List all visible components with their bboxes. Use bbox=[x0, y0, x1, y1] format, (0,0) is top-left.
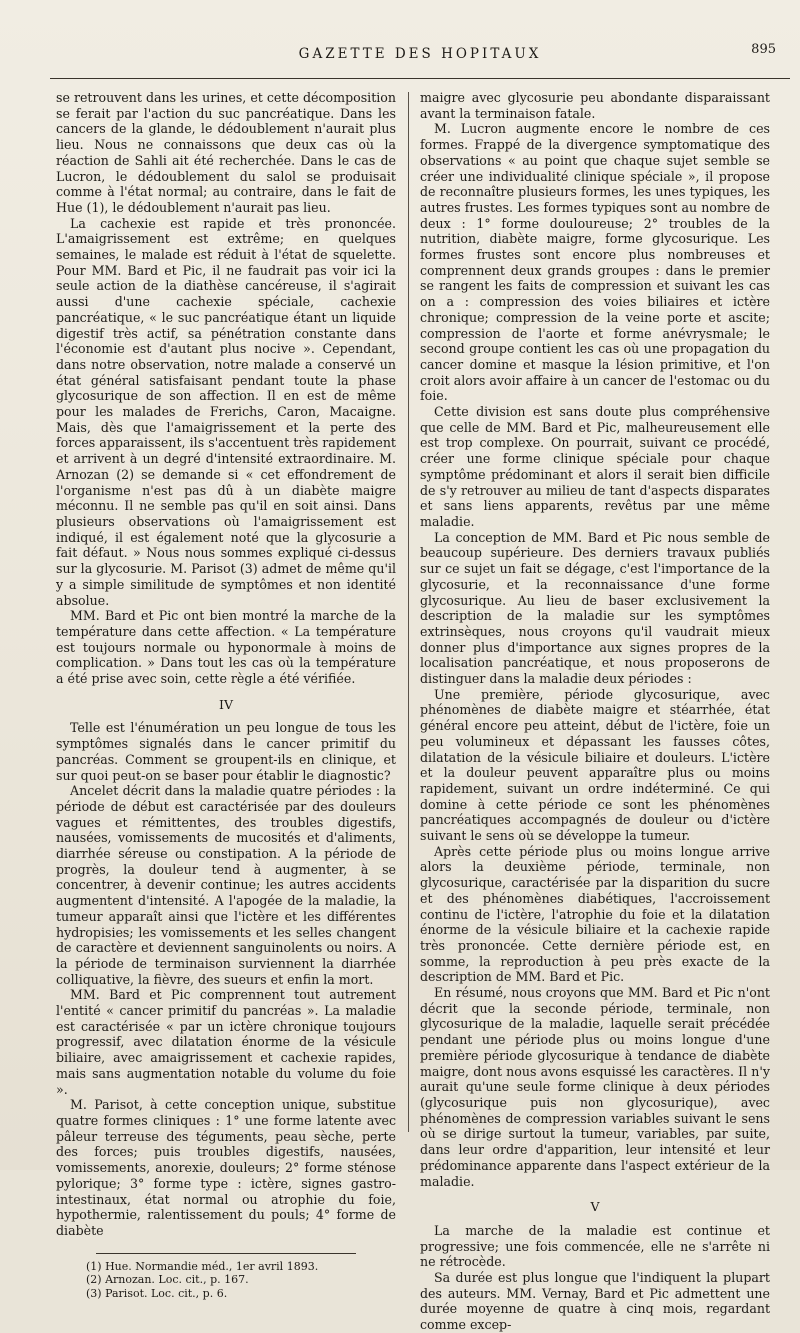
paragraph: Telle est l'énumération un peu longue de tous les symptômes signalés dans le cancer primitif du pancréas. Comment se groupent-ils en clinique, et sur quoi peut-on se baser pour établir le diagnostic? bbox=[56, 720, 396, 783]
paragraph: En résumé, nous croyons que MM. Bard et Pic n'ont décrit que la seconde période, terminale, non glycosurique de la maladie, laquelle serait précédée pendant une période plus ou moins longue d'une première période glycosurique à tendance de diabète maigre, dont nous avons esquissé les caractères. Il n'y aurait qu'une seule forme clinique à deux périodes (glycosurique puis non glycosurique), avec phénomènes de compression variables suivant le sens où se dirige surtout la tumeur, variables, par suite, dans leur ordre d'apparition, leur intensité et leur prédominance apparente dans l'aspect extérieur de la maladie. bbox=[420, 985, 770, 1189]
section-heading-v: V bbox=[590, 1199, 600, 1215]
paragraph: La cachexie est rapide et très prononcée. L'amaigrissement est extrême; en quelques semaines, le malade est réduit à l'état de squelette. Pour MM. Bard et Pic, il ne faudrait pas voir ici la seule action de la diathèse cancéreuse, il s'agirait aussi d'une cachexie spéciale, cachexie pancréatique, « le suc pancréatique étant un liquide digestif très actif, sa pénétration constante dans l'économie est d'autant plus nocive ». Cependant, dans notre observation, notre malade a conservé un état général satisfaisant pendant toute la phase glycosurique de son affection. Il en est de même pour les malades de Frerichs, Caron, Macaigne. Mais, dès que l'amaigrissement et la perte des forces apparaissent, ils s'accentuent très rapidement et arrivent à un degré d'intensité extraordinaire. M. Arnozan (2) se demande si « cet effondrement de l'organisme n'est pas dû à un diabète maigre méconnu. Il ne semble pas qu'il en soit ainsi. Dans plusieurs observations où l'amaigrissement est indiqué, il est également noté que la glycosurie a fait défaut. » Nous nous sommes expliqué ci-dessus sur la glycosurie. M. Parisot (3) admet de même qu'il y a simple similitude de symptômes et non identité absolue. bbox=[56, 215, 396, 608]
paragraph: Ancelet décrit dans la maladie quatre périodes : la période de début est caractérisée par des douleurs vagues et rémittentes, des troubles digestifs, nausées, vomissements de mucosités et d'aliments, diarrhée séreuse ou constipation. A la période de progrès, la douleur tend à augmenter, à se concentrer, à devenir continue; les autres accidents augmentent d'intensité. A l'apogée de la maladie, la tumeur apparaît ainsi que l'ictère et les différentes hydropisies; les vomissements et les selles changent de caractère et deviennent sanguinolents ou noirs. A la période de terminaison surviennent la diarrhée colliquative, la fièvre, des sueurs et enfin la mort. bbox=[56, 783, 396, 987]
paragraph: se retrouvent dans les urines, et cette décomposition se ferait par l'action du suc pancréatique. Dans les cancers de la glande, le dédoublement n'aurait plus lieu. Nous ne connaissons que deux cas où la réaction de Sahli ait été recherchée. Dans le cas de Lucron, le dédoublement du salol se produisait comme à l'état normal; au contraire, dans le fait de Hue (1), le dédoublement n'aurait pas lieu. bbox=[56, 90, 396, 215]
page-number: 895 bbox=[751, 42, 776, 57]
column-divider bbox=[408, 92, 409, 1132]
paragraph: Après cette période plus ou moins longue arrive alors la deuxième période, terminale, non glycosurique, caractérisée par la disparition du sucre et des phénomènes diabétiques, l'accroissement continu de l'ictère, l'atrophie du foie et la dilatation énorme de la vésicule biliaire et la cachexie rapide très prononcée. Cette dernière période est, en somme, la reproduction à peu près exacte de la description de MM. Bard et Pic. bbox=[420, 843, 770, 985]
paragraph: M. Lucron augmente encore le nombre de ces formes. Frappé de la divergence symptomatique des observations « au point que chaque sujet semble se créer une individualité clinique spéciale », il propose de reconnaître plusieurs formes, les unes typiques, les autres frustes. Les formes typiques sont au nombre de deux : 1° forme douloureuse; 2° troubles de la nutrition, diabète maigre, forme glycosurique. Les formes frustes sont encore plus nombreuses et comprennent deux grands groupes : dans le premier se rangent les faits de compression et suivant les cas on a : compression des voies biliaires et ictère chronique; compression de la veine porte et ascite; compression de l'aorte et forme anévrysmale; le second groupe contient les cas où une propagation du cancer domine et masque la lésion primitive, et l'on croit alors avoir affaire à un cancer de l'estomac ou du foie. bbox=[420, 121, 770, 404]
running-title: GAZETTE DES HOPITAUX bbox=[298, 46, 542, 62]
section-heading-iv: IV bbox=[219, 696, 233, 712]
header-rule bbox=[50, 78, 790, 81]
paragraph: Cette division est sans doute plus compréhensive que celle de MM. Bard et Pic, malheureusement elle est trop complexe. On pourrait, suivant ce procédé, créer une forme clinique spéciale pour chaque symptôme prédominant et alors il serait bien difficile de s'y retrouver au milieu de tant d'aspects disparates et sans liens apparents, revêtus par une même maladie. bbox=[420, 404, 770, 529]
paragraph: maigre avec glycosurie peu abondante disparaissant avant la terminaison fatale. bbox=[420, 90, 770, 121]
footnote: (3) Parisot. Loc. cit., p. 6. bbox=[86, 1286, 228, 1300]
paragraph: MM. Bard et Pic ont bien montré la marche de la température dans cette affection. « La température est toujours normale ou hyponormale à moins de complication. » Dans tout les cas où la température a été prise avec soin, cette règle a été vérifiée. bbox=[56, 608, 396, 687]
paragraph: Une première, période glycosurique, avec phénomènes de diabète maigre et stéarrhée, état général encore peu atteint, début de l'ictère, foie un peu volumineux et dépassant les fausses côtes, dilatation de la vésicule biliaire et douleurs. L'ictère et la douleur peuvent apparaître plus ou moins rapidement, suivant un ordre indéterminé. Ce qui domine à cette période ce sont les phénomènes pancréatiques accompagnés de douleur ou d'ictère suivant le sens où se développe la tumeur. bbox=[420, 686, 770, 844]
paragraph: Sa durée est plus longue que l'indiquent la plupart des auteurs. MM. Vernay, Bard et Pic admettent une durée moyenne de quatre à cinq mois, regardant comme excep- bbox=[420, 1270, 770, 1333]
paragraph: M. Parisot, à cette conception unique, substitue quatre formes cliniques : 1° une forme latente avec pâleur terreuse des téguments, peau sèche, perte des forces; puis troubles digestifs, nausées, vomissements, anorexie, douleurs; 2° forme sténose pylorique; 3° forme type : ictère, signes gastro-intestinaux, état normal ou atrophie du foie, hypothermie, ralentissement du pouls; 4° forme de diabète bbox=[56, 1097, 396, 1238]
right-column bbox=[420, 90, 770, 1333]
left-column bbox=[56, 90, 396, 1300]
paragraph: La conception de MM. Bard et Pic nous semble de beaucoup supérieure. Des derniers travaux publiés sur ce sujet un fait se dégage, c'est l'importance de la glycosurie, et la reconnaissance d'une forme glycosurique. Au lieu de baser exclusivement la description de la maladie sur les symptômes extrinsèques, nous croyons qu'il vaudrait mieux donner plus d'importance aux signes propres de la localisation pancréatique, et nous proposerons de distinguer dans la maladie deux périodes : bbox=[420, 529, 770, 687]
paragraph: MM. Bard et Pic comprennent tout autrement l'entité « cancer primitif du pancréas ». La maladie est caractérisée « par un ictère chronique toujours progressif, avec dilatation énorme de la vésicule biliaire, avec amaigrissement et cachexie rapides, mais sans augmentation notable du volume du foie ». bbox=[56, 987, 396, 1097]
page-header bbox=[60, 40, 780, 68]
footnote-rule bbox=[96, 1253, 356, 1254]
footnote: (1) Hue. Normandie méd., 1er avril 1893. bbox=[86, 1259, 319, 1273]
paragraph: La marche de la maladie est continue et progressive; une fois commencée, elle ne s'arrête ni ne rétrocède. bbox=[420, 1222, 770, 1270]
footnotes bbox=[56, 1260, 396, 1301]
footnote: (2) Arnozan. Loc. cit., p. 167. bbox=[86, 1273, 249, 1287]
